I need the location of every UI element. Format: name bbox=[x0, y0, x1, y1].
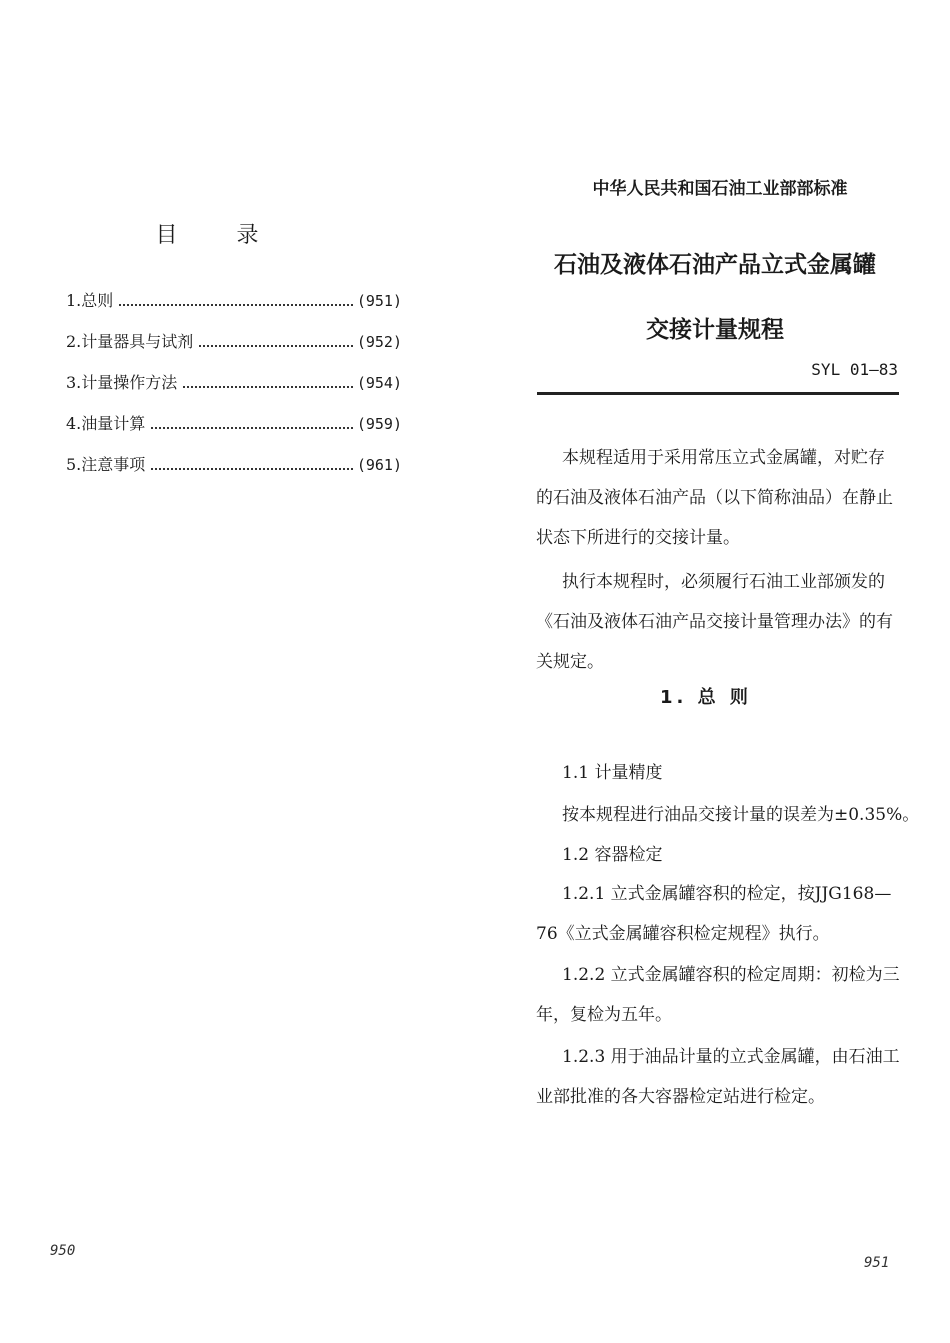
clause-paragraph: 1.2.3 用于油品计量的立式金属罐，由石油工业部批准的各大容器检定站进行检定。 bbox=[536, 1047, 900, 1107]
subsection-text: 按本规程进行油品交接计量的误差为±0.35%。 bbox=[562, 805, 920, 825]
clause-paragraph: 1.2.1 立式金属罐容积的检定，按JJG168—76《立式金属罐容积检定规程》执行。 bbox=[536, 884, 892, 944]
toc-item-label: 3.计量操作方法 bbox=[66, 373, 178, 392]
toc-title: 目 录 bbox=[155, 223, 285, 248]
clause-paragraph: 1.2.2 立式金属罐容积的检定周期：初检为三年，复检为五年。 bbox=[536, 965, 900, 1025]
toc-leader-dots bbox=[199, 344, 353, 347]
toc-item-label: 1.总则 bbox=[66, 291, 114, 310]
toc-item-label: 5.注意事项 bbox=[66, 455, 146, 474]
toc-item[interactable] bbox=[66, 452, 402, 493]
header-rule bbox=[537, 392, 899, 395]
standard-code: SYL 01—83 bbox=[811, 360, 898, 379]
toc-leader-dots bbox=[183, 385, 353, 388]
intro-paragraph: 执行本规程时，必须履行石油工业部颁发的《石油及液体石油产品交接计量管理办法》的有关规定。 bbox=[536, 572, 893, 672]
toc-item-page: (959) bbox=[356, 415, 402, 433]
document-title-line1: 石油及液体石油产品立式金属罐 bbox=[554, 252, 876, 278]
table-of-contents bbox=[66, 288, 402, 493]
toc-item[interactable] bbox=[66, 288, 402, 329]
right-page-number: 951 bbox=[864, 1255, 890, 1271]
toc-leader-dots bbox=[151, 426, 353, 429]
left-page-number: 950 bbox=[50, 1243, 76, 1259]
toc-leader-dots bbox=[119, 303, 353, 306]
toc-item[interactable] bbox=[66, 411, 402, 452]
toc-item-page: (951) bbox=[356, 292, 402, 310]
document-title-line2: 交接计量规程 bbox=[646, 317, 784, 343]
toc-item-label: 2.计量器具与试剂 bbox=[66, 332, 194, 351]
subsection-heading: 1.1 计量精度 bbox=[562, 763, 663, 783]
toc-leader-dots bbox=[151, 467, 353, 470]
toc-item[interactable] bbox=[66, 370, 402, 411]
issuing-organization: 中华人民共和国石油工业部部标准 bbox=[592, 179, 848, 199]
toc-item-page: (961) bbox=[356, 456, 402, 474]
intro-paragraph: 本规程适用于采用常压立式金属罐，对贮存的石油及液体石油产品（以下简称油品）在静止状态下所进行的交接计量。 bbox=[536, 448, 893, 548]
section-heading: 1. 总 则 bbox=[660, 687, 752, 708]
toc-item-page: (952) bbox=[356, 333, 402, 351]
toc-item-page: (954) bbox=[356, 374, 402, 392]
toc-item-label: 4.油量计算 bbox=[66, 414, 146, 433]
subsection-heading: 1.2 容器检定 bbox=[562, 845, 663, 865]
toc-item[interactable] bbox=[66, 329, 402, 370]
